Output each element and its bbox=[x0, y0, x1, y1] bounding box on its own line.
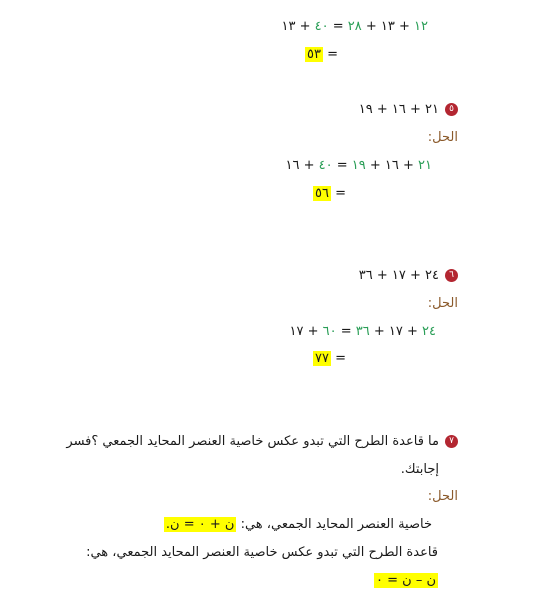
question-number-badge: ٥ bbox=[445, 103, 458, 116]
term: ٤٠ bbox=[314, 19, 329, 34]
term: ١٩ bbox=[351, 158, 366, 173]
term: ١٧ bbox=[289, 324, 304, 339]
top-equation-line: ١٢ + ١٣ + ٢٨ = ٤٠ + ١٣ bbox=[281, 19, 428, 34]
problem-text: ٢١ + ١٦ + ١٩ bbox=[358, 102, 439, 117]
q7-answer-line3 bbox=[374, 571, 438, 591]
term: ١٧ bbox=[388, 324, 403, 339]
term: ٢٤ bbox=[422, 324, 436, 339]
q6-equation-line: ٢٤ + ١٧ + ٣٦ = ٦٠ + ١٧ bbox=[289, 324, 436, 339]
q5-problem bbox=[359, 100, 458, 120]
term: ٣٦ bbox=[355, 324, 370, 339]
term: ٢٨ bbox=[347, 19, 362, 34]
q6-result-line: = ٧٧ bbox=[315, 351, 346, 366]
formula-highlight: ن – ن = ٠ bbox=[376, 573, 436, 588]
q7-answer-line2: قاعدة الطرح التي تبدو عكس خاصية العنصر المحايد الجمعي، هي: bbox=[86, 545, 438, 560]
answer-text: خاصية العنصر المحايد الجمعي، هي: bbox=[236, 517, 432, 532]
q7-solution-label: الحل: bbox=[427, 489, 458, 504]
q7-question-line1 bbox=[66, 432, 458, 452]
q5-result-line: = ٥٦ bbox=[315, 186, 346, 201]
term: ٤٠ bbox=[318, 158, 333, 173]
term: ١٣ bbox=[380, 19, 395, 34]
question-number-badge: ٦ bbox=[445, 269, 458, 282]
term: ٢١ bbox=[418, 158, 432, 173]
top-result-line: = ٥٣ bbox=[307, 47, 338, 62]
result-highlight: ٥٦ bbox=[315, 186, 329, 201]
formula-highlight: ن + ٠ = ن. bbox=[165, 517, 235, 532]
term: ٦٠ bbox=[322, 324, 337, 339]
q7-answer-line1 bbox=[164, 515, 432, 535]
question-text: ما قاعدة الطرح التي تبدو عكس خاصية العنصر المحايد الجمعي ؟فسر bbox=[66, 434, 439, 449]
question-number-badge: ٧ bbox=[445, 435, 458, 448]
q7-question-line2: إجابتك. bbox=[400, 462, 439, 477]
result-highlight: ٥٣ bbox=[307, 47, 321, 62]
result-highlight: ٧٧ bbox=[315, 351, 329, 366]
term: ١٢ bbox=[414, 19, 428, 34]
q5-solution-label: الحل: bbox=[427, 130, 458, 145]
q5-equation-line: ٢١ + ١٦ + ١٩ = ٤٠ + ١٦ bbox=[285, 158, 432, 173]
term: ١٣ bbox=[281, 19, 296, 34]
q6-solution-label: الحل: bbox=[427, 296, 458, 311]
problem-text: ٢٤ + ١٧ + ٣٦ bbox=[358, 268, 439, 283]
term: ١٦ bbox=[384, 158, 399, 173]
q6-problem bbox=[359, 266, 458, 286]
term: ١٦ bbox=[285, 158, 300, 173]
